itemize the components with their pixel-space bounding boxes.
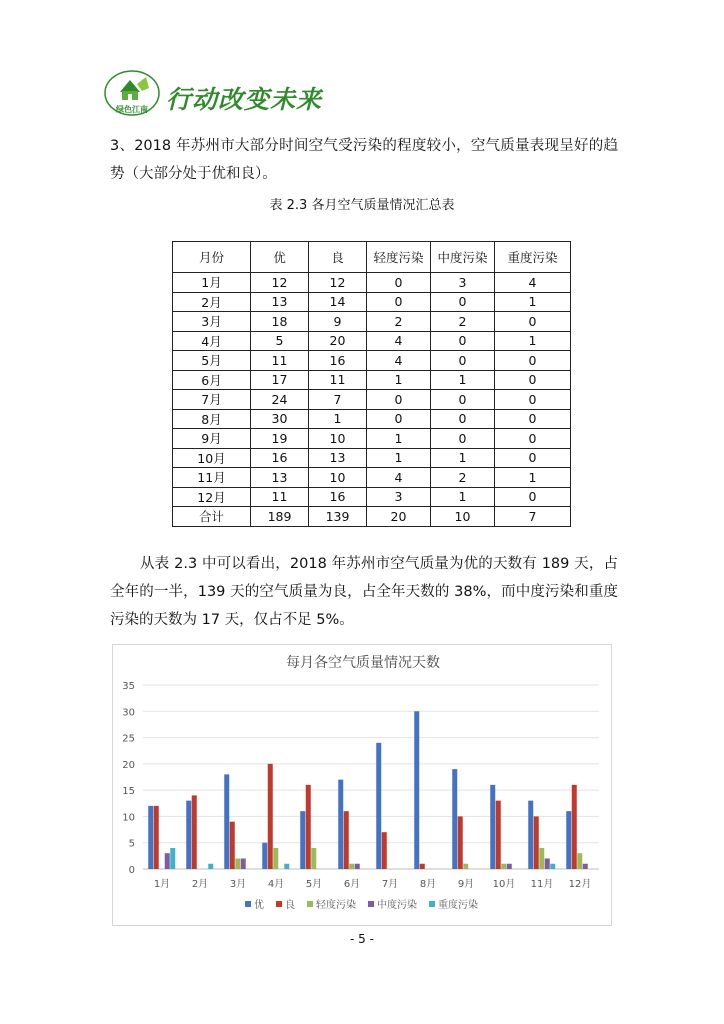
- paragraph-intro: 3、2018 年苏州市大部分时间空气受污染的程度较小，空气质量表现呈好的趋势（大部分处于优和良）。: [110, 138, 618, 182]
- legend-label: 轻度污染: [316, 900, 356, 911]
- legend-label: 中度污染: [377, 900, 417, 911]
- x-tick-label: 6月: [343, 879, 361, 890]
- table-cell: 13: [251, 468, 309, 488]
- table-row: [173, 331, 571, 351]
- table-cell: 1: [367, 370, 431, 390]
- x-tick-label: 4月: [267, 879, 285, 890]
- table-row: [173, 370, 571, 390]
- table-cell: 5月: [173, 351, 251, 371]
- table-cell: 11月: [173, 468, 251, 488]
- table-cell: 0: [431, 390, 495, 410]
- table-cell: 1: [431, 370, 495, 390]
- table-cell: 2: [431, 312, 495, 332]
- y-tick-label: 20: [122, 759, 135, 771]
- table-cell: 0: [495, 351, 571, 371]
- table-cell: 139: [309, 507, 367, 527]
- bar-4: [507, 864, 512, 869]
- table-header-row: [173, 242, 571, 273]
- table-cell: 1: [309, 409, 367, 429]
- table-cell: 12: [309, 273, 367, 293]
- table-cell: 4: [495, 273, 571, 293]
- bar-2: [420, 864, 425, 869]
- table-row: [173, 409, 571, 429]
- bar-1: [414, 711, 419, 869]
- table-cell: 7: [309, 390, 367, 410]
- legend-label: 良: [285, 900, 295, 911]
- table-cell: 2月: [173, 292, 251, 312]
- table-cell: 8月: [173, 409, 251, 429]
- table-cell: 19: [251, 429, 309, 449]
- bar-1: [376, 743, 381, 869]
- bar-chart: [113, 645, 613, 927]
- legend-swatch: [307, 901, 313, 907]
- table-cell: 17: [251, 370, 309, 390]
- table-cell: 1: [495, 292, 571, 312]
- bar-5: [170, 848, 175, 869]
- legend-label: 重度污染: [438, 900, 478, 911]
- table-cell: 0: [495, 429, 571, 449]
- table-cell: 30: [251, 409, 309, 429]
- bar-1: [452, 769, 457, 869]
- table-cell: 0: [367, 273, 431, 293]
- table-cell: 11: [251, 487, 309, 507]
- table-cell: 9月: [173, 429, 251, 449]
- table-cell: 0: [431, 409, 495, 429]
- y-tick-label: 0: [128, 865, 135, 876]
- bar-2: [192, 795, 197, 869]
- table-cell: 1: [495, 468, 571, 488]
- table-header-cell: 轻度污染: [367, 242, 431, 273]
- table-header-cell: 重度污染: [495, 242, 571, 273]
- table-cell: 16: [309, 487, 367, 507]
- table-cell: 0: [495, 312, 571, 332]
- bar-2: [534, 816, 539, 869]
- bar-4: [583, 864, 588, 869]
- table-cell: 0: [495, 409, 571, 429]
- table-row: [173, 312, 571, 332]
- bar-3: [577, 853, 582, 869]
- table-cell: 0: [367, 409, 431, 429]
- table-row: [173, 448, 571, 468]
- header-slogan: 行动改变未来: [166, 85, 323, 114]
- table-cell: 0: [431, 429, 495, 449]
- table-cell: 合计: [173, 507, 251, 527]
- x-tick-label: 9月: [457, 879, 475, 890]
- bar-4: [355, 864, 360, 869]
- table-cell: 13: [309, 448, 367, 468]
- table-cell: 20: [309, 331, 367, 351]
- bar-2: [496, 801, 501, 869]
- table-cell: 3: [367, 487, 431, 507]
- table-header-cell: 中度污染: [431, 242, 495, 273]
- table-cell: 13: [251, 292, 309, 312]
- table-cell: 4: [367, 351, 431, 371]
- table-cell: 16: [251, 448, 309, 468]
- y-tick-label: 30: [122, 707, 135, 719]
- table-cell: 14: [309, 292, 367, 312]
- y-tick-label: 15: [122, 786, 135, 798]
- table-cell: 3: [431, 273, 495, 293]
- bar-5: [550, 864, 555, 869]
- bar-4: [241, 858, 246, 869]
- table-cell: 0: [495, 390, 571, 410]
- chart-container: [112, 644, 612, 926]
- bar-4: [165, 853, 170, 869]
- chart-title: 每月各空气质量情况天数: [286, 655, 440, 671]
- bar-4: [545, 858, 550, 869]
- legend-swatch: [368, 901, 374, 907]
- table-cell: 20: [367, 507, 431, 527]
- bar-3: [501, 864, 506, 869]
- table-row: [173, 351, 571, 371]
- table-cell: 1: [367, 448, 431, 468]
- bar-2: [154, 806, 159, 869]
- bar-2: [306, 785, 311, 869]
- table-cell: 1: [367, 429, 431, 449]
- x-tick-label: 10月: [492, 879, 516, 890]
- table-header-cell: 月份: [173, 242, 251, 273]
- bar-2: [458, 816, 463, 869]
- bar-1: [490, 785, 495, 869]
- bar-2: [344, 811, 349, 869]
- table-cell: 4: [367, 331, 431, 351]
- table-cell: 18: [251, 312, 309, 332]
- table-cell: 0: [431, 331, 495, 351]
- green-jiangnan-logo: [104, 70, 160, 116]
- table-cell: 0: [495, 487, 571, 507]
- table-cell: 0: [495, 370, 571, 390]
- table-cell: 0: [431, 351, 495, 371]
- bar-2: [572, 785, 577, 869]
- bar-3: [349, 864, 354, 869]
- table-row: [173, 390, 571, 410]
- legend-swatch: [245, 901, 251, 907]
- table-cell: 9: [309, 312, 367, 332]
- bar-5: [284, 864, 289, 869]
- bar-5: [208, 864, 213, 869]
- table-cell: 10月: [173, 448, 251, 468]
- table-cell: 6月: [173, 370, 251, 390]
- bar-2: [268, 764, 273, 869]
- table-cell: 4: [367, 468, 431, 488]
- table-cell: 1月: [173, 273, 251, 293]
- table-cell: 2: [431, 468, 495, 488]
- table-cell: 12月: [173, 487, 251, 507]
- table-cell: 4月: [173, 331, 251, 351]
- table-cell: 16: [309, 351, 367, 371]
- table-header-cell: 良: [309, 242, 367, 273]
- table-row: [173, 292, 571, 312]
- table-cell: 0: [495, 448, 571, 468]
- table-cell: 1: [431, 448, 495, 468]
- bar-1: [186, 801, 191, 869]
- table-cell: 11: [309, 370, 367, 390]
- paragraph-analysis: 从表 2.3 中可以看出，2018 年苏州市空气质量为优的天数有 189 天，占全年的一半，139 天的空气质量为良，占全年天数的 38%，而中度污染和重度污染的天数为 17 天，仅占不足 5%。: [110, 556, 618, 628]
- table-cell: 11: [251, 351, 309, 371]
- x-tick-label: 11月: [530, 879, 554, 890]
- table-cell: 0: [367, 390, 431, 410]
- y-tick-label: 10: [122, 812, 135, 824]
- bar-3: [463, 864, 468, 869]
- legend-label: 优: [254, 900, 264, 911]
- bar-1: [300, 811, 305, 869]
- table-row: [173, 487, 571, 507]
- y-tick-label: 35: [122, 681, 135, 692]
- table-row: [173, 468, 571, 488]
- table-cell: 7: [495, 507, 571, 527]
- bar-3: [273, 848, 278, 869]
- x-tick-label: 1月: [153, 879, 171, 890]
- table-cell: 7月: [173, 390, 251, 410]
- table-cell: 0: [431, 292, 495, 312]
- x-tick-label: 5月: [305, 879, 323, 890]
- bar-1: [262, 843, 267, 869]
- bar-3: [311, 848, 316, 869]
- bar-1: [148, 806, 153, 869]
- bar-2: [382, 832, 387, 869]
- table-cell: 2: [367, 312, 431, 332]
- table-header-cell: 优: [251, 242, 309, 273]
- table-cell: 24: [251, 390, 309, 410]
- x-tick-label: 12月: [568, 879, 592, 890]
- table-cell: 5: [251, 331, 309, 351]
- x-tick-label: 3月: [229, 879, 247, 890]
- y-tick-label: 25: [122, 733, 135, 745]
- table-cell: 10: [309, 429, 367, 449]
- bar-3: [235, 858, 240, 869]
- y-tick-label: 5: [128, 838, 135, 850]
- air-quality-table: [172, 241, 571, 527]
- x-tick-label: 7月: [381, 879, 399, 890]
- table-cell: 10: [431, 507, 495, 527]
- bar-1: [528, 801, 533, 869]
- bar-2: [230, 822, 235, 869]
- table-cell: 10: [309, 468, 367, 488]
- legend-swatch: [429, 901, 435, 907]
- table-row: [173, 429, 571, 449]
- table-caption: 表 2.3 各月空气质量情况汇总表: [269, 198, 455, 213]
- bar-1: [566, 811, 571, 869]
- x-tick-label: 8月: [419, 879, 437, 890]
- table-cell: 1: [431, 487, 495, 507]
- legend-swatch: [276, 901, 282, 907]
- table-cell: 0: [367, 292, 431, 312]
- table-cell: 189: [251, 507, 309, 527]
- page-number: - 5 -: [350, 932, 374, 946]
- table-cell: 12: [251, 273, 309, 293]
- bar-3: [539, 848, 544, 869]
- table-row: [173, 273, 571, 293]
- table-row: [173, 507, 571, 527]
- bar-1: [338, 780, 343, 869]
- bar-1: [224, 774, 229, 869]
- logo-text: 绿色江南: [116, 105, 148, 114]
- table-cell: 3月: [173, 312, 251, 332]
- table-cell: 1: [495, 331, 571, 351]
- x-tick-label: 2月: [191, 879, 209, 890]
